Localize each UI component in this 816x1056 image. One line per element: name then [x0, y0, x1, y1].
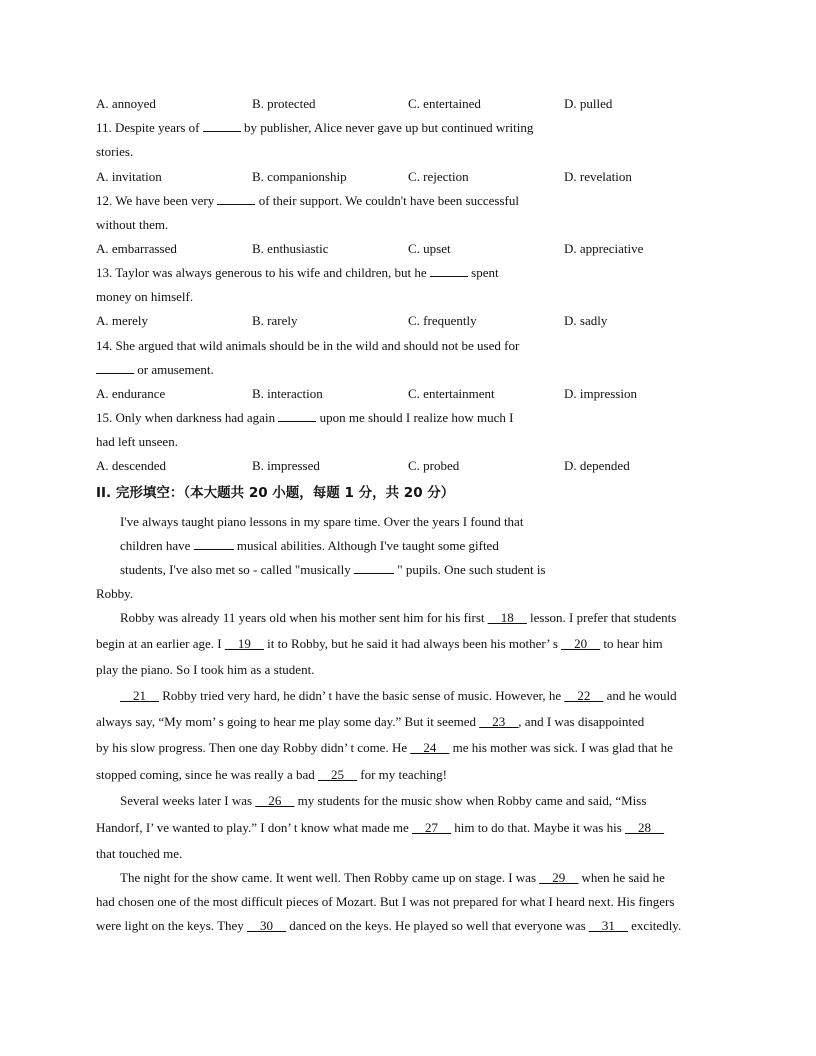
answer-blank [96, 362, 134, 374]
passage-text: Handorf, I’ ve wanted to play.” I don’ t know what made me [96, 820, 412, 835]
q14-stem-line2 [96, 362, 214, 378]
blank-21: __21__ [120, 688, 159, 703]
passage-p2-line-1 [120, 688, 677, 704]
passage-p3-line-3: that touched me. [96, 846, 183, 861]
q12-option-b: B. enthusiastic [252, 241, 329, 256]
q10-option-a: A. annoyed [96, 96, 156, 111]
passage-p2-line-2 [96, 714, 644, 730]
blank-31: __31__ [588, 918, 628, 933]
q14-stem: 14. She argued that wild animals should be in the wild and should not be used for [96, 338, 520, 353]
q13-stem-line2: money on himself. [96, 289, 194, 304]
blank-27: __27__ [412, 820, 451, 835]
blank-22: __22__ [564, 688, 604, 703]
q13-stem-text: 13. Taylor was always generous to his wife and children, but he [96, 265, 430, 280]
q11-stem-text: 11. Despite years of [96, 120, 203, 135]
q15-option-d: D. depended [564, 458, 630, 473]
q15-stem-text: 15. Only when darkness had again [96, 410, 279, 425]
intro-line-4: Robby. [96, 586, 134, 601]
q12-option-d: D. appreciative [564, 241, 644, 256]
passage-text: by his slow progress. Then one day Robby didn’ t come. He [96, 740, 411, 755]
passage-p3-line-1 [120, 793, 646, 809]
q10-option-c: C. entertained [408, 96, 481, 111]
q15-stem-text-cont: upon me should I realize how much I [316, 410, 514, 425]
intro-line-1: I've always taught piano lessons in my spare time. Over the years I found that [120, 514, 524, 529]
passage-text: stopped coming, since he was really a bad [96, 767, 319, 782]
q15-stem-line2: had left unseen. [96, 434, 178, 449]
answer-blank [194, 538, 234, 550]
passage-text: for my teaching! [357, 767, 447, 782]
intro-text: students, I've also met so - called "musically [120, 562, 355, 577]
passage-p3-line-2 [96, 820, 664, 836]
passage-text: and he would [603, 688, 677, 703]
passage-text: me his mother was sick. I was glad that he [449, 740, 673, 755]
passage-text: The night for the show came. It went well. Then Robby came up on stage. I was [120, 870, 540, 885]
q12-stem-line2: without them. [96, 217, 169, 232]
passage-text: him to do that. Maybe it was his [451, 820, 626, 835]
q13-option-d: D. sadly [564, 313, 608, 328]
passage-text: Robby tried very hard, he didn’ t have the basic sense of music. However, he [159, 688, 565, 703]
q11-stem-line2: stories. [96, 144, 134, 159]
answer-blank [217, 193, 255, 205]
q13-stem [96, 265, 499, 281]
q12-stem-text-cont: of their support. We couldn't have been successful [255, 193, 519, 208]
q15-option-a: A. descended [96, 458, 167, 473]
q11-stem-text-cont: by publisher, Alice never gave up but continued writing [240, 120, 534, 135]
blank-25: __25__ [318, 767, 358, 782]
blank-20: __20__ [561, 636, 601, 651]
passage-text: lesson. I prefer that students [526, 610, 677, 625]
passage-text: my students for the music show when Robby came and said, “Miss [294, 793, 647, 808]
passage-text: Robby was already 11 years old when his mother sent him for his first [120, 610, 488, 625]
q13-option-a: A. merely [96, 313, 148, 328]
intro-text-cont: musical abilities. Although I've taught some gifted [233, 538, 499, 553]
intro-text: children have [120, 538, 194, 553]
passage-p4-line-3 [96, 918, 681, 934]
blank-29: __29__ [539, 870, 579, 885]
passage-p4-line-2: had chosen one of the most difficult pieces of Mozart. But I was not prepared for what I heard next. His fingers [96, 894, 675, 909]
blank-24: __24__ [410, 740, 450, 755]
q15-stem [96, 410, 513, 426]
q11-option-a: A. invitation [96, 169, 162, 184]
intro-line-2 [120, 538, 499, 554]
passage-text: to hear him [600, 636, 663, 651]
q14-option-b: B. interaction [252, 386, 323, 401]
q15-option-b: B. impressed [252, 458, 320, 473]
passage-text: were light on the keys. They [96, 918, 248, 933]
blank-18: __18__ [487, 610, 527, 625]
passage-p1-line-3: play the piano. So I took him as a student. [96, 662, 315, 677]
q10-option-d: D. pulled [564, 96, 613, 111]
passage-text: excitedly. [627, 918, 682, 933]
q14-option-c: C. entertainment [408, 386, 495, 401]
q11-option-c: C. rejection [408, 169, 469, 184]
q13-stem-text-cont: spent [467, 265, 499, 280]
blank-19: __19__ [224, 636, 264, 651]
intro-line-3 [120, 562, 546, 578]
passage-text: , and I was disappointed [518, 714, 645, 729]
passage-p4-line-1 [120, 870, 665, 886]
passage-p1-line-1 [96, 610, 720, 626]
passage-text: always say, “My mom’ s going to hear me play some day.” But it seemed [96, 714, 480, 729]
q13-option-b: B. rarely [252, 313, 298, 328]
passage-p2-line-4 [96, 767, 447, 783]
answer-blank [430, 265, 468, 277]
q12-option-a: A. embarrassed [96, 241, 177, 256]
q11-option-b: B. companionship [252, 169, 347, 184]
q15-option-c: C. probed [408, 458, 460, 473]
answer-blank [354, 562, 394, 574]
q13-option-c: C. frequently [408, 313, 477, 328]
blank-23: __23__ [479, 714, 519, 729]
q14-option-d: D. impression [564, 386, 637, 401]
q12-option-c: C. upset [408, 241, 451, 256]
passage-text: Several weeks later I was [120, 793, 256, 808]
blank-28: __28__ [625, 820, 665, 835]
q14-stem-text-cont: or amusement. [134, 362, 214, 377]
blank-26: __26__ [255, 793, 295, 808]
q10-option-b: B. protected [252, 96, 316, 111]
passage-p2-line-3 [96, 740, 673, 756]
passage-text: it to Robby, but he said it had always been his mother’ s [263, 636, 562, 651]
q11-option-d: D. revelation [564, 169, 632, 184]
intro-text-cont: " pupils. One such student is [394, 562, 546, 577]
passage-text: danced on the keys. He played so well that everyone was [286, 918, 589, 933]
passage-text: begin at an earlier age. I [96, 636, 225, 651]
passage-p1-line-2 [96, 636, 720, 652]
section-heading: II. 完形填空：（本大题共 20 小题，每题 1 分，共 20 分） [96, 485, 455, 501]
q12-stem-text: 12. We have been very [96, 193, 218, 208]
answer-blank [203, 120, 241, 132]
q14-option-a: A. endurance [96, 386, 166, 401]
blank-30: __30__ [247, 918, 287, 933]
q11-stem [96, 120, 533, 136]
passage-text: when he said he [578, 870, 665, 885]
q12-stem [96, 193, 519, 209]
answer-blank [278, 410, 316, 422]
